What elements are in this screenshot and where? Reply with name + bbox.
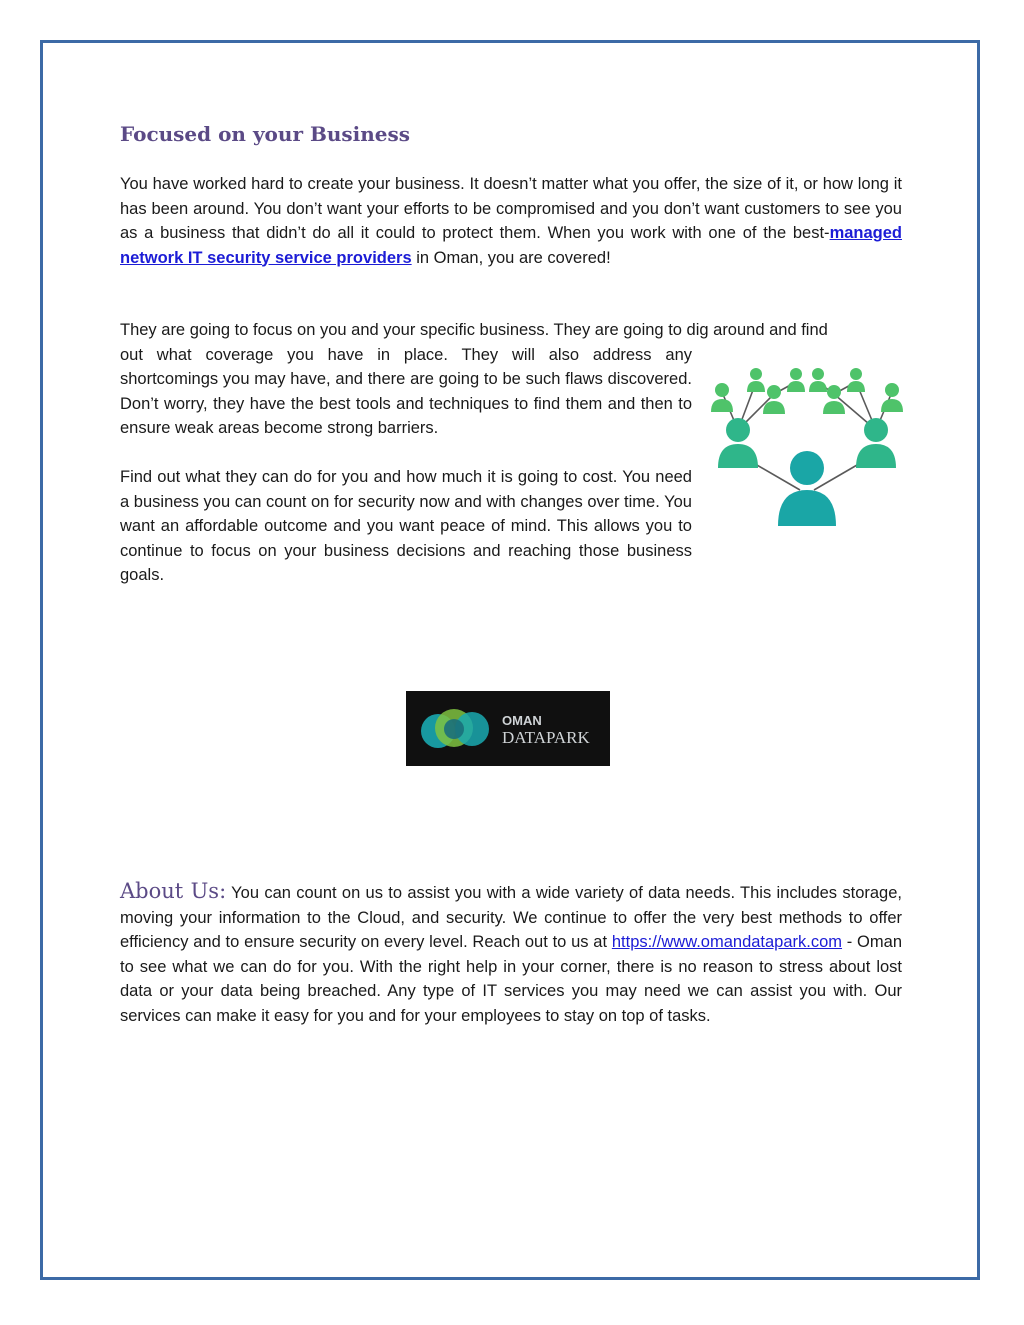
logo-text-oman: OMAN (502, 713, 542, 728)
intro-text-after: in Oman, you are covered! (411, 248, 611, 267)
security-providers-link[interactable]: managed network IT security service providers (120, 224, 902, 267)
omandatapark-logo (406, 691, 610, 766)
focus-rest: out what coverage you have in place. They will also address any shortcomings you may have, and there are going to be such flaws discovered. Don’t worry, they have the best tools and techniques to find them and then to ensure weak areas become strong barriers. (120, 345, 692, 437)
focus-first-line: They are going to focus on you and your specific business. They are going to dig around and find (120, 321, 828, 339)
logo-mark (406, 691, 610, 766)
about-text-before: You can count on us to assist you with a wide variety of data needs. This includes storage, moving your information to the Cloud, and security. We continue to offer the very best methods to offer efficiency and to ensure security on every level. Reach out to us at (120, 884, 902, 951)
center-person (778, 451, 836, 526)
about-label: About Us: (120, 879, 227, 903)
about-paragraph (120, 879, 902, 1028)
intro-paragraph (120, 172, 902, 270)
intro-text-before: You have worked hard to create your business. It doesn’t matter what you offer, the size of it, or how long it has been around. You don’t want your efforts to be compromised and you don’t want customers to see you as a business that didn’t do all it could to protect them. When you work with one of the best- (120, 175, 902, 242)
page-title: Focused on your Business (120, 122, 411, 146)
people-network-icon (704, 364, 910, 528)
cost-paragraph: Find out what they can do for you and how much it is going to cost. You need a business you can count on for security now and with changes over time. You want an affordable outcome and you want peace of mind. This allows you to continue to focus on your business decisions and reaching those business goals. (120, 468, 692, 584)
website-link[interactable]: https://www.omandatapark.com (611, 933, 843, 951)
about-text-after: - Oman to see what we can do for you. With the right help in your corner, there is no reason to stress about lost data or your data being breached. Any type of IT services you may need we can assist you with. Our services can make it easy for you and for your employees to stay on top of tasks. (120, 933, 902, 1025)
logo-text-datapark: DATAPARK (502, 728, 590, 747)
top-people (711, 368, 903, 414)
